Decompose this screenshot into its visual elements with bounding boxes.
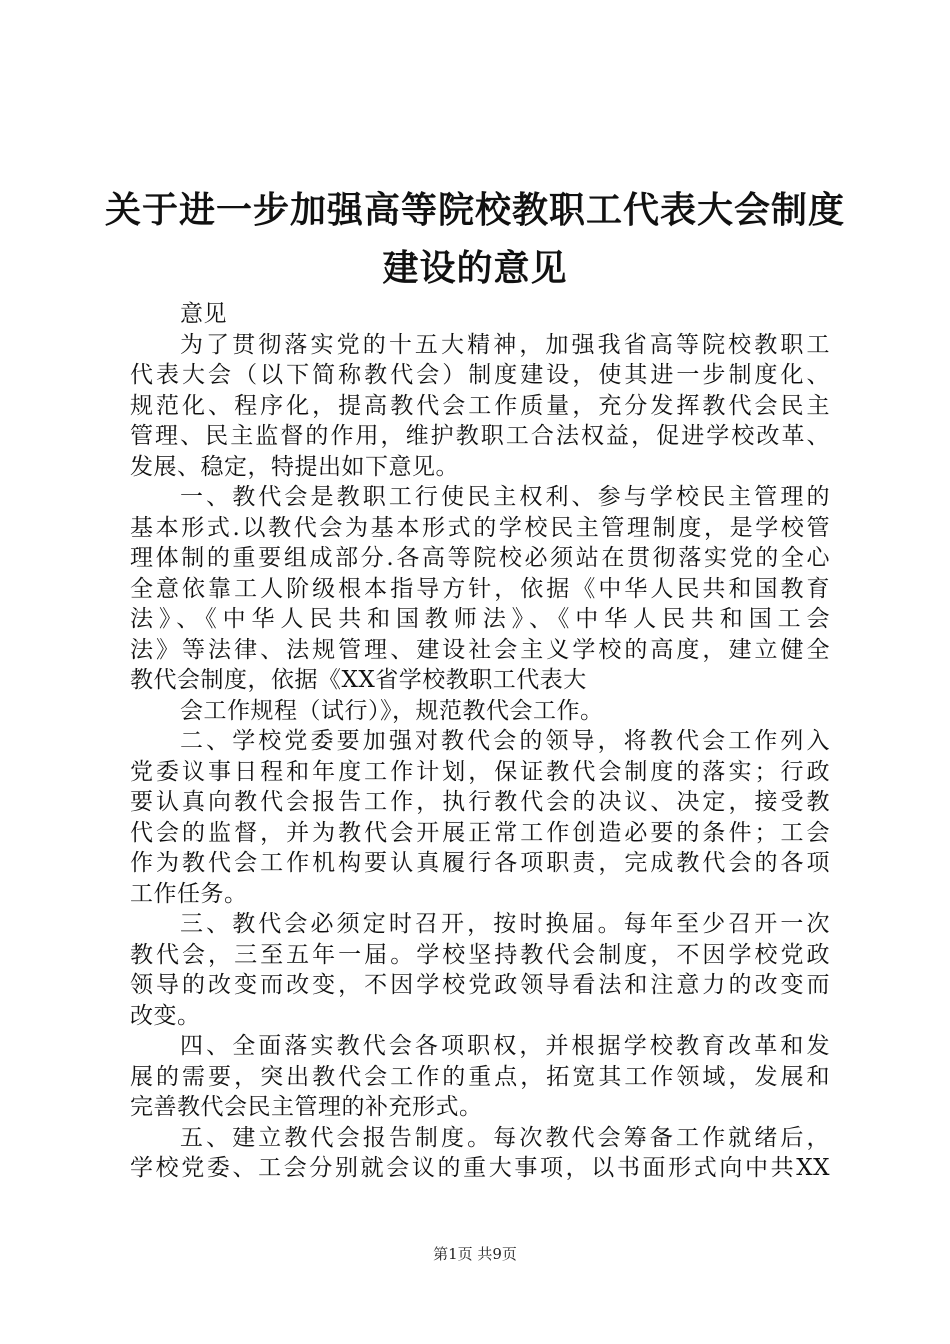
body-line: 意见 — [180, 301, 227, 327]
body-line: 改变。 — [130, 1002, 201, 1029]
body-line: 全意依靠工人阶级根本指导方针，依据《中华人民共和国教育 — [130, 575, 830, 602]
body-line: 代表大会（以下简称教代会）制度建设，使其进一步制度化、 — [130, 362, 830, 388]
body-line: 展的需要，突出教代会工作的重点，拓宽其工作领域，发展和 — [130, 1063, 830, 1090]
body-line: 二、学校党委要加强对教代会的领导，将教代会工作列入 — [180, 728, 830, 754]
body-line: 完善教代会民主管理的补充形式。 — [130, 1094, 483, 1120]
body-line: 作为教代会工作机构要认真履行各项职责，完成教代会的各项 — [130, 850, 830, 876]
body-line: 四、全面落实教代会各项职权，并根据学校教育改革和发 — [180, 1033, 830, 1059]
body-line: 为了贯彻落实党的十五大精神，加强我省高等院校教职工 — [180, 331, 830, 358]
body-line: 管理、民主监督的作用，维护教职工合法权益，促进学校改革、 — [130, 423, 830, 449]
body-line: 规范化、程序化，提高教代会工作质量，充分发挥教代会民主 — [130, 392, 830, 419]
body-line: 会工作规程（试行）》，规范教代会工作。 — [180, 697, 604, 724]
body-line: 代会的监督，并为教代会开展正常工作创造必要的条件；工会 — [130, 819, 830, 846]
body-line: 五、建立教代会报告制度。每次教代会筹备工作就绪后， — [180, 1124, 830, 1151]
body-line: 一、教代会是教职工行使民主权利、参与学校民主管理的 — [180, 484, 830, 510]
body-line: 教代会制度，依据《XX省学校教职工代表大 — [130, 667, 587, 693]
body-line: 学校党委、工会分别就会议的重大事项，以书面形式向中共XX — [130, 1155, 830, 1181]
body-line: 党委议事日程和年度工作计划，保证教代会制度的落实；行政 — [130, 758, 830, 785]
page-footer: 第1页 共9页 — [433, 1245, 517, 1263]
body-line: 发展、稳定，特提出如下意见。 — [130, 453, 459, 480]
document-title-line-1: 关于进一步加强高等院校教职工代表大会制度 — [104, 190, 845, 231]
body-line: 理体制的重要组成部分.各高等院校必须站在贯彻落实党的全心 — [130, 545, 830, 571]
body-line: 教代会，三至五年一届。学校坚持教代会制度，不因学校党政 — [130, 941, 830, 968]
document-title-line-2: 建设的意见 — [382, 248, 568, 289]
body-line: 工作任务。 — [130, 880, 248, 907]
body-line: 要认真向教代会报告工作，执行教代会的决议、决定，接受教 — [130, 789, 830, 815]
document-body — [130, 299, 830, 1184]
body-line: 三、教代会必须定时召开，按时换届。每年至少召开一次 — [180, 911, 830, 937]
body-line: 领导的改变而改变，不因学校党政领导看法和注意力的改变而 — [130, 972, 830, 998]
body-line: 基本形式.以教代会为基本形式的学校民主管理制度，是学校管 — [130, 514, 830, 541]
body-line: 法》等法律、法规管理、建设社会主义学校的高度，建立健全 — [130, 636, 830, 663]
body-line: 法》、《中华人民共和国教师法》、《中华人民共和国工会 — [130, 606, 830, 632]
